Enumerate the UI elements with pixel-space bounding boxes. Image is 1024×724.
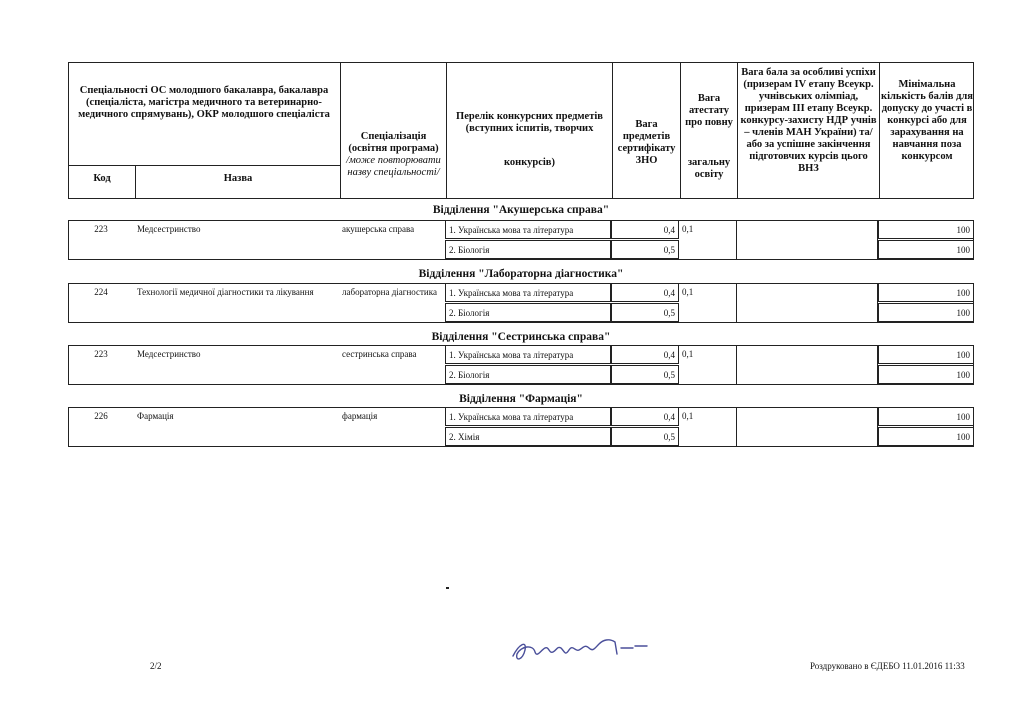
header-special-weight: Вага бала за особливі успіхи (призерам IV етапу Всеукр. учнівських олімпіад, призерам III етапу Всеукр. конкурсу-захисту НДР учнів – членів МАН України) та/або за успішне закінчення підготовчих курсів цього ВНЗ xyxy=(740,67,877,174)
row-specialization: акушерська справа xyxy=(342,224,415,234)
subject-weight: 0,5 xyxy=(611,427,679,446)
header-min-score: Мінімальна кількість балів для допуску до участі в конкурсі або для зарахування на навчання поза конкурсом xyxy=(881,79,973,162)
header-divider xyxy=(69,165,340,166)
subject-name: 1. Українська мова та література xyxy=(445,345,611,364)
subject-weight: 0,5 xyxy=(611,365,679,384)
print-stamp: Роздруковано в ЄДЕБО 11.01.2016 11:33 xyxy=(810,661,965,671)
row-name: Фармація xyxy=(137,411,174,421)
header-att-bottom: загальну освіту xyxy=(687,157,731,180)
special-weight-cell xyxy=(736,407,878,447)
row-att-weight: 0,1 xyxy=(682,287,694,297)
section-group xyxy=(68,407,974,447)
header-specialization: Спеціалізація (освітня програма) xyxy=(348,131,439,154)
subject-name: 2. Хімія xyxy=(445,427,611,446)
subject-min: 100 xyxy=(878,407,974,426)
row-code: 223 xyxy=(94,224,108,234)
subject-name: 1. Українська мова та література xyxy=(445,407,611,426)
row-code: 224 xyxy=(94,287,108,297)
section-group xyxy=(68,220,974,260)
table-header xyxy=(68,62,974,199)
subject-name: 2. Біологія xyxy=(445,303,611,322)
subject-weight: 0,4 xyxy=(611,220,679,239)
subject-min: 100 xyxy=(878,220,974,239)
subject-name: 2. Біологія xyxy=(445,240,611,259)
subject-weight: 0,5 xyxy=(611,303,679,322)
subject-name: 1. Українська мова та література xyxy=(445,283,611,302)
header-name: Назва xyxy=(223,173,253,184)
row-name: Медсестринство xyxy=(137,224,201,234)
subject-weight: 0,5 xyxy=(611,240,679,259)
row-code: 226 xyxy=(94,411,108,421)
subject-min: 100 xyxy=(878,283,974,302)
row-att-weight: 0,1 xyxy=(682,349,694,359)
row-name: Технології медичної діагностики та лікування xyxy=(137,287,314,297)
subject-weight: 0,4 xyxy=(611,345,679,364)
row-name: Медсестринство xyxy=(137,349,201,359)
row-specialization: сестринська справа xyxy=(342,349,417,359)
header-subjects-top: Перелік конкурсних предметів (вступних іспитів, творчих xyxy=(456,111,603,134)
subject-min: 100 xyxy=(878,365,974,384)
section-title: Відділення "Акушерська справа" xyxy=(432,204,610,216)
section-title: Відділення "Сестринська справа" xyxy=(431,331,611,343)
subject-min: 100 xyxy=(878,240,974,259)
header-att-top: Вага атестату про повну xyxy=(685,93,733,128)
subject-min: 100 xyxy=(878,427,974,446)
section-group xyxy=(68,283,974,323)
stray-mark xyxy=(446,587,449,589)
header-zno-weight: Вага предметів сертифікату ЗНО xyxy=(617,119,676,166)
section-title: Відділення "Фармація" xyxy=(459,393,583,405)
subject-weight: 0,4 xyxy=(611,283,679,302)
special-weight-cell xyxy=(736,345,878,385)
subject-min: 100 xyxy=(878,303,974,322)
header-specialization-note: /може повторювати назву спеціальності/ xyxy=(346,155,441,178)
special-weight-cell xyxy=(736,220,878,260)
subject-weight: 0,4 xyxy=(611,407,679,426)
subject-name: 2. Біологія xyxy=(445,365,611,384)
header-subjects-bottom: конкурсів) xyxy=(504,157,555,168)
row-att-weight: 0,1 xyxy=(682,224,694,234)
row-specialization: лабораторна діагностика xyxy=(342,287,437,297)
subject-name: 1. Українська мова та література xyxy=(445,220,611,239)
row-specialization: фармація xyxy=(342,411,378,421)
section-group xyxy=(68,345,974,385)
signature xyxy=(505,630,655,670)
row-att-weight: 0,1 xyxy=(682,411,694,421)
section-title: Відділення "Лабораторна діагностика" xyxy=(418,268,624,280)
page-number: 2/2 xyxy=(150,661,162,671)
header-spec-group: Спеціальності ОС молодшого бакалавра, бакалавра (спеціаліста, магістра медичного та ветеринарно-медичного спрямувань), ОКР молодшого спеціаліста xyxy=(78,85,330,120)
header-code: Код xyxy=(93,173,111,184)
row-code: 223 xyxy=(94,349,108,359)
special-weight-cell xyxy=(736,283,878,323)
subject-min: 100 xyxy=(878,345,974,364)
